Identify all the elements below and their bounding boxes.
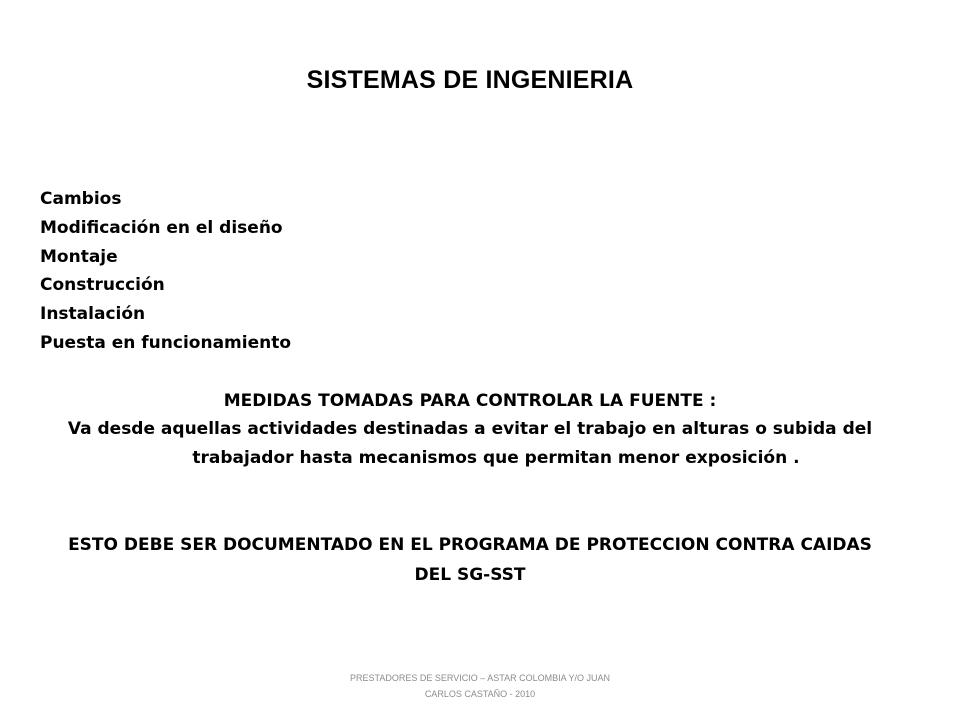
list-item: Cambios — [40, 189, 122, 209]
note-line-2: DEL SG-SST — [414, 565, 526, 585]
items-list — [40, 185, 291, 358]
section-heading: MEDIDAS TOMADAS PARA CONTROLAR LA FUENTE : — [223, 391, 717, 411]
list-item: Instalación — [40, 304, 146, 325]
note-line-1: ESTO DEBE SER DOCUMENTADO EN EL PROGRAMA DE PROTECCION CONTRA CAIDAS — [68, 535, 872, 555]
list-item: Construcción — [40, 275, 165, 296]
section-body-line-1: Va desde aquellas actividades destinadas a evitar el trabajo en alturas o subida del — [67, 419, 873, 439]
footer-line-1: PRESTADORES DE SERVICIO – ASTAR COLOMBIA Y/O JUAN — [350, 673, 610, 683]
section-body — [40, 415, 900, 473]
list-item: Montaje — [40, 246, 118, 267]
footer — [290, 670, 670, 702]
slide-title: SISTEMAS DE INGENIERIA — [306, 66, 634, 94]
list-item: Puesta en funcionamiento — [40, 332, 292, 353]
documentation-note — [20, 530, 920, 590]
footer-line-2: CARLOS CASTAÑO - 2010 — [424, 689, 536, 699]
section-body-line-2: trabajador hasta mecanismos que permitan menor exposición . — [192, 448, 800, 468]
list-item: Modificación en el diseño — [40, 217, 283, 238]
